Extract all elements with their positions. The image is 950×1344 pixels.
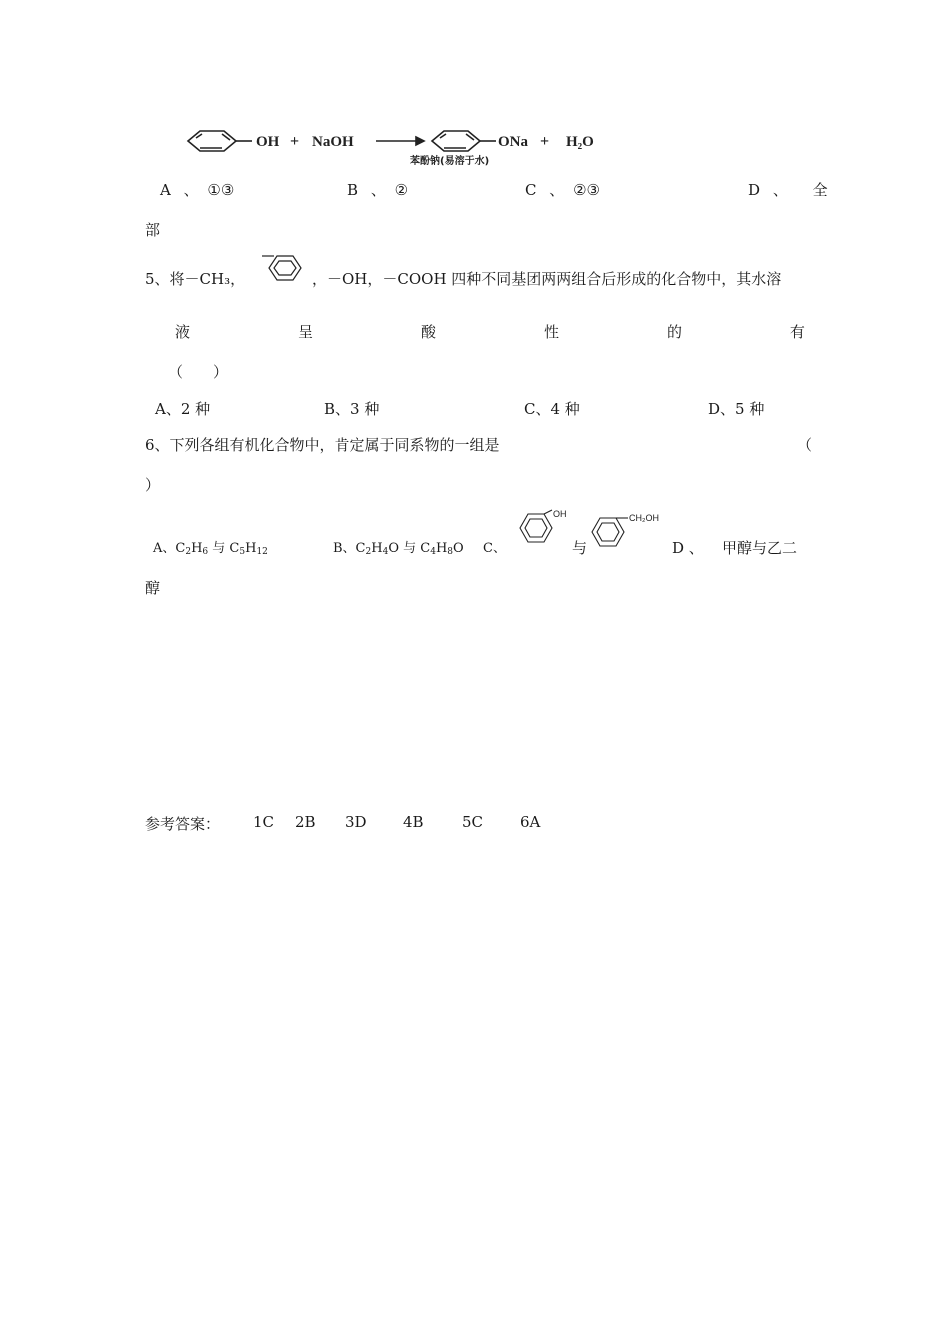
formula-sub: 8 — [447, 547, 454, 557]
answer-paren: （ ） — [168, 363, 229, 381]
formula-sub: 2 — [185, 547, 192, 557]
formula-sub: 12 — [256, 547, 268, 557]
q4-option-c — [525, 179, 600, 200]
benzene-ring-icon — [260, 250, 308, 284]
product-label: 苯酚钠(易溶于水) — [410, 156, 490, 167]
q5-option-c: C、4 种 — [524, 400, 580, 418]
option-letter: C — [525, 181, 537, 199]
q5-option-a: A、2 种 — [155, 400, 211, 418]
q5-stem-part2: ，－OH，－COOH 四种不同基团两两组合后形成的化合物中，其水溶 — [312, 270, 782, 288]
q6-option-d-label: D 、 — [672, 539, 704, 557]
q4-option-a — [160, 179, 234, 200]
reactant-group: OH — [256, 134, 280, 150]
option-text: ①③ — [207, 181, 235, 199]
answer-item: 3D — [345, 813, 367, 831]
option-letter: B — [347, 181, 359, 199]
q6-option-c-and: 与 — [572, 539, 588, 557]
q6-stem: 6、下列各组有机化合物中，肯定属于同系物的一组是 — [145, 436, 500, 454]
answers-label: 参考答案： — [145, 815, 221, 833]
answer-item: 4B — [403, 813, 424, 831]
plus-sign: + — [540, 133, 550, 150]
product-group: ONa — [498, 134, 528, 150]
q5-char: 性 — [543, 323, 559, 341]
option-letter: D — [748, 181, 761, 199]
q6-option-a — [153, 537, 268, 556]
q5-stem-part1 — [145, 268, 245, 289]
option-letter: A — [160, 181, 171, 199]
question-number: 5、 — [145, 270, 170, 288]
formula-part: A、C — [153, 541, 186, 556]
q5-option-b: B、3 种 — [324, 400, 380, 418]
formula-sub: 5 — [239, 547, 246, 557]
q6-wrap-text: 醇 — [145, 579, 161, 597]
q5-char: 液 — [175, 323, 191, 341]
reaction-arrow-icon — [376, 137, 424, 145]
benzene-ring-icon — [432, 131, 496, 151]
q5-char: 酸 — [420, 323, 436, 341]
q5-char: 呈 — [297, 323, 313, 341]
reagent-naoh: NaOH — [312, 134, 354, 150]
water-formula: H₂O — [566, 134, 594, 150]
q6-paren-close: ） — [145, 476, 161, 494]
q5-text: 将－CH₃， — [169, 270, 246, 288]
answer-item: 2B — [295, 813, 316, 831]
benzene-ring-icon — [188, 131, 252, 151]
plus-sign: + — [290, 133, 300, 150]
phenol-structure — [508, 508, 572, 558]
reaction-svg — [178, 118, 618, 170]
q5-char: 的 — [666, 323, 682, 341]
option-separator: 、 — [370, 181, 386, 199]
formula-part: B、C — [333, 541, 366, 556]
q5-char: 有 — [789, 323, 805, 341]
q5-stem-line2 — [175, 321, 805, 342]
formula-part: H — [191, 541, 203, 556]
option-separator: 、 — [183, 181, 199, 199]
option-separator: 、 — [549, 181, 565, 199]
answer-item: 1C — [253, 813, 275, 831]
formula-part: 与 C — [208, 541, 240, 556]
formula-part: H — [371, 541, 383, 556]
q6-option-d-text: 甲醇与乙二 — [722, 539, 798, 557]
q5-option-d: D、5 种 — [708, 400, 765, 418]
q4-option-d — [748, 179, 828, 200]
q4-option-b — [347, 179, 408, 200]
answer-item: 6A — [520, 813, 541, 831]
benzene-ring-icon — [508, 508, 572, 554]
toluene-structure — [260, 250, 308, 288]
q6-option-b — [333, 537, 464, 556]
formula-sub: 6 — [202, 547, 209, 557]
answer-item: 5C — [462, 813, 484, 831]
option-separator: 、 — [772, 181, 788, 199]
formula-part: H — [435, 541, 448, 556]
phenol-naoh-reaction-figure — [178, 118, 618, 170]
option-text: ② — [394, 181, 409, 199]
option-text: ②③ — [573, 181, 600, 199]
formula-part: O 与 C — [388, 541, 431, 556]
hydroxymethyl-group: CH₂OH — [629, 513, 659, 523]
q4-wrap-text: 部 — [145, 221, 161, 239]
q6-option-c-label: C、 — [483, 541, 506, 556]
hydroxyl-group: OH — [553, 509, 567, 519]
benzyl-alcohol-structure — [588, 508, 668, 558]
formula-sub: 4 — [382, 547, 389, 557]
benzene-ring-icon — [588, 508, 668, 554]
formula-part: O — [453, 541, 464, 556]
option-text: 全 — [812, 181, 828, 199]
formula-part: H — [245, 541, 257, 556]
formula-sub: 2 — [365, 547, 372, 557]
q6-paren-open: （ — [797, 436, 813, 454]
formula-sub: 4 — [430, 547, 436, 557]
